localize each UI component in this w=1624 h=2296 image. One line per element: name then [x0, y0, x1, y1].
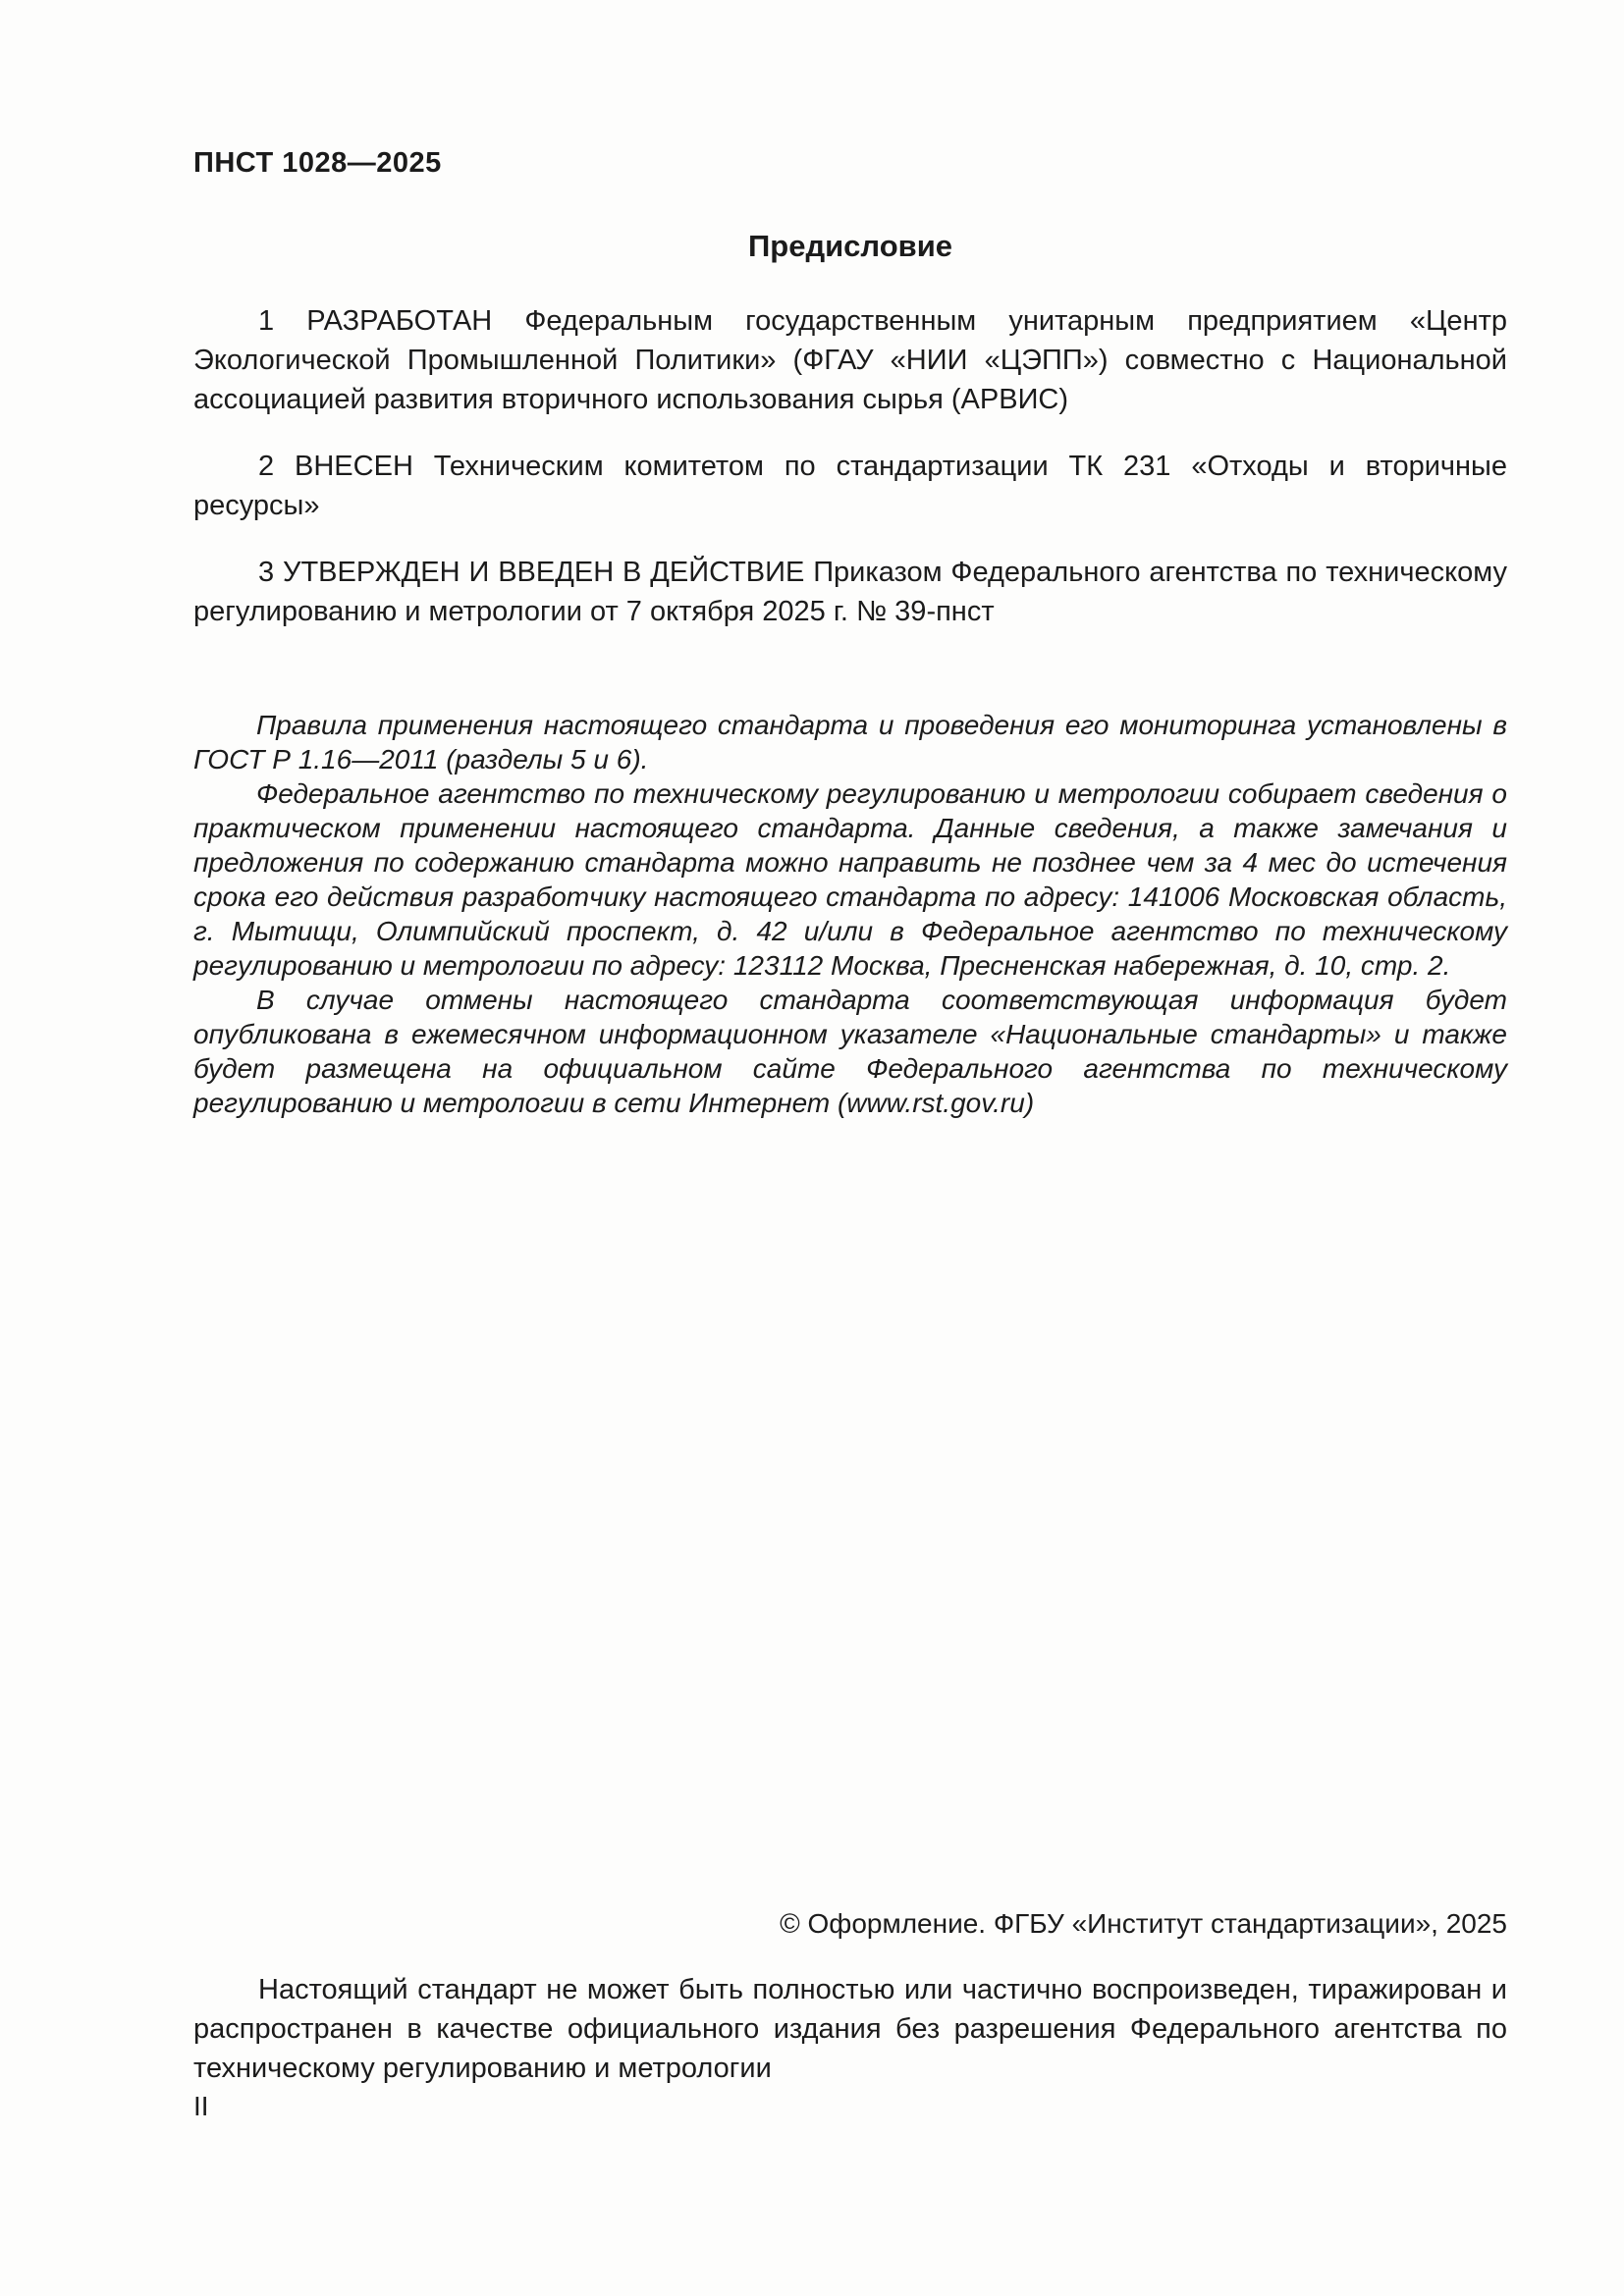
page-title: Предисловие — [747, 229, 952, 263]
blank-space — [193, 1120, 1507, 1907]
doc-code: ПНСТ 1028—2025 — [193, 147, 442, 179]
copyright-line: © Оформление. ФГБУ «Институт стандартизации», 2025 — [780, 1908, 1507, 1939]
foreword-item-approved: 3 УТВЕРЖДЕН И ВВЕДЕН В ДЕЙСТВИЕ Приказом Федерального агентства по техническому регулированию и метрологии от 7 октября 2025 г. № 39-пнст — [193, 557, 1507, 627]
standard-notice-block — [193, 708, 1507, 1120]
notice-paragraph-rules: Правила применения настоящего стандарта и проведения его мониторинга установлены в ГОСТ Р 1.16—2011 (разделы 5 и 6). — [193, 710, 1507, 774]
notice-paragraph-feedback: Федеральное агентство по техническому регулированию и метрологии собирает сведения о практическом применении настоящего стандарта. Данные сведения, а также замечания и предложения по содержанию стандарта можно направить не позднее чем за 4 мес до истечения срока его действия разработчику настоящего стандарта по адресу: 141006 Московская область, г. Мытищи, Олимпийский проспект, д. 42 и/или в Федеральное агентство по техническому регулированию и метрологии по адресу: 123112 Москва, Пресненская набережная, д. 10, стр. 2. — [193, 778, 1507, 981]
foreword-item-developed: 1 РАЗРАБОТАН Федеральным государственным унитарным предприятием «Центр Экологической Промышленной Политики» (ФГАУ «НИИ «ЦЭПП») совместно с Национальной ассоциацией развития вторичного использования сырья (АРВИС) — [193, 305, 1507, 415]
page-number: II — [193, 2091, 209, 2121]
notice-paragraph-cancellation: В случае отмены настоящего стандарта соответствующая информация будет опубликована в ежемесячном информационном указателе «Национальные стандарты» и также будет размещена на официальном сайте Федерального агентства по техническому регулированию и метрологии в сети Интернет (www.rst.gov.ru) — [193, 985, 1507, 1118]
distribution-restriction: Настоящий стандарт не может быть полностью или частично воспроизведен, тиражирован и распространен в качестве официального издания без разрешения Федерального агентства по техническому регулированию и метрологии — [193, 1974, 1507, 2084]
foreword-item-submitted: 2 ВНЕСЕН Техническим комитетом по стандартизации ТК 231 «Отходы и вторичные ресурсы» — [193, 451, 1507, 521]
